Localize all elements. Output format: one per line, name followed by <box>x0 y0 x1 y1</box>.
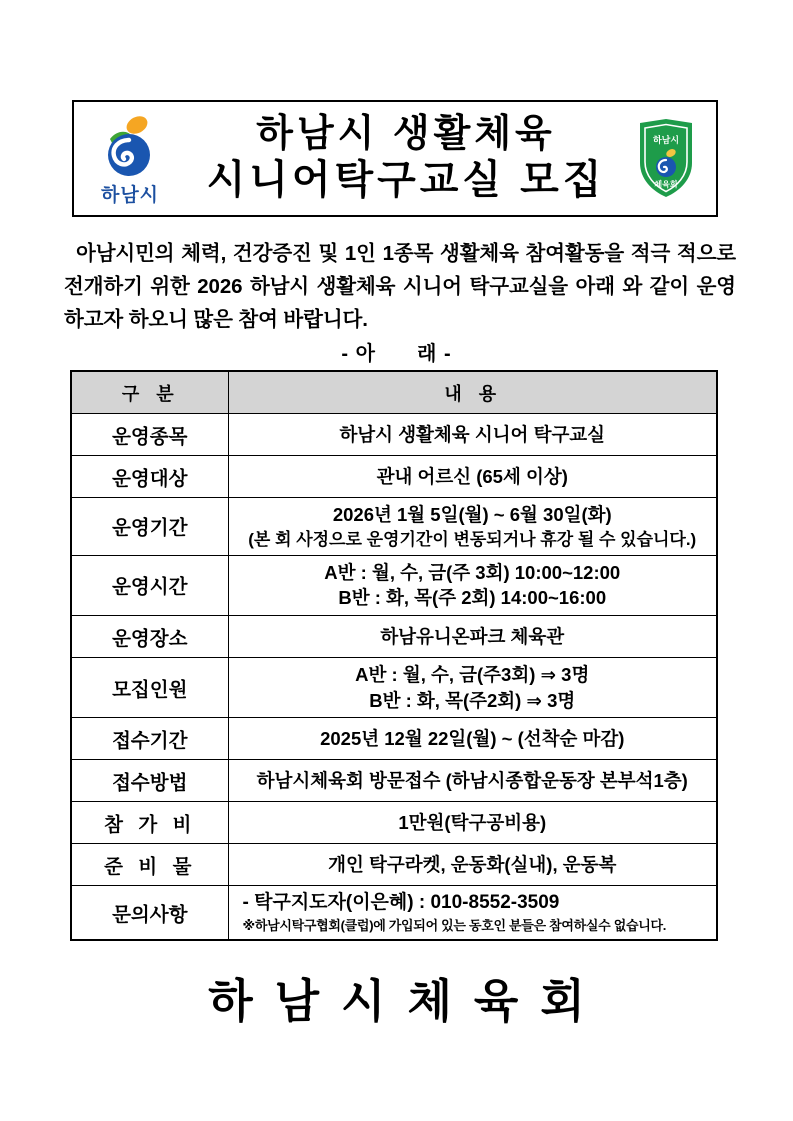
program-info-table <box>70 370 718 941</box>
row-content: 1만원(탁구공비용) <box>228 802 717 844</box>
intro-line-3: 와 같이 운영하고자 하오니 많은 참여 바랍니다. <box>64 275 736 332</box>
table-row <box>71 414 717 456</box>
table-row <box>71 760 717 802</box>
hanam-sports-council-emblem <box>634 117 698 201</box>
table-row <box>71 886 717 941</box>
row-content <box>228 658 717 718</box>
organization-footer: 하남시체육회 <box>208 975 607 1027</box>
table-row <box>71 498 717 556</box>
table-row <box>71 456 717 498</box>
intro-paragraph <box>64 237 736 337</box>
table-row <box>71 616 717 658</box>
table-header-content: 내 용 <box>228 371 717 414</box>
emblem-bottom-label: 체육회 <box>654 179 678 189</box>
row-label: 문의사항 <box>71 886 228 941</box>
row-label: 접수기간 <box>71 718 228 760</box>
table-row <box>71 718 717 760</box>
row-label: 운영장소 <box>71 616 228 658</box>
arae-divider <box>0 337 793 366</box>
row-label: 접수방법 <box>71 760 228 802</box>
row-content-note: (본 회 사정으로 운영기간이 변동되거나 휴강 될 수 있습니다.) <box>248 529 697 549</box>
table-row <box>71 555 717 615</box>
row-label: 운영시간 <box>71 555 228 615</box>
row-content: 개인 탁구라켓, 운동화(실내), 운동복 <box>228 844 717 886</box>
intro-line-1: 아남시민의 체력, 건강증진 및 1인 1종목 생활체육 참여활동을 적극 <box>76 242 671 265</box>
page-title-line2: 시니어탁구교실 모집 <box>206 158 606 203</box>
table-header-row <box>71 371 717 414</box>
row-content <box>228 498 717 556</box>
row-content: 하남시체육회 방문접수 (하남시종합운동장 본부석1층) <box>228 760 717 802</box>
hanam-city-logo-label: 하남시 <box>100 184 160 206</box>
row-label: 운영종목 <box>71 414 228 456</box>
title-banner <box>72 100 718 217</box>
row-content-line: A반 : 월, 수, 금(주 3회) 10:00~12:00 <box>324 561 621 583</box>
row-label: 운영대상 <box>71 456 228 498</box>
row-label: 참 가 비 <box>71 802 228 844</box>
row-label: 운영기간 <box>71 498 228 556</box>
row-label: 모집인원 <box>71 658 228 718</box>
row-label: 준 비 물 <box>71 844 228 886</box>
row-content-line: B반 : 화, 목(주2회) ⇒ 3명 <box>369 689 576 711</box>
arae-right: 래 - <box>417 343 452 365</box>
page-title-line1: 하남시 생활체육 <box>256 113 556 156</box>
row-content <box>228 886 717 941</box>
row-content: 관내 어르신 (65세 이상) <box>228 456 717 498</box>
shield-icon <box>634 117 698 201</box>
table-row <box>71 802 717 844</box>
hanam-city-logo <box>82 109 178 209</box>
eligibility-note: ※하남시탁구협회(클럽)에 가입되어 있는 동호인 분들은 참여하실수 없습니다. <box>242 918 667 934</box>
row-content-line: 2026년 1월 5일(월) ~ 6월 30일(화) <box>332 504 612 525</box>
page-title <box>178 112 634 204</box>
arae-left: - 아 <box>341 343 376 365</box>
table-header-category: 구 분 <box>71 371 228 414</box>
row-content-line: A반 : 월, 수, 금(주3회) ⇒ 3명 <box>355 664 590 685</box>
row-content: 하남시 생활체육 시니어 탁구교실 <box>228 414 717 456</box>
instructor-contact: - 탁구지도자(이은혜) : 010-8552-3509 <box>242 892 560 914</box>
row-content <box>228 555 717 615</box>
row-content: 하남유니온파크 체육관 <box>228 616 717 658</box>
table-row <box>71 844 717 886</box>
row-content: 2025년 12월 22일(월) ~ (선착순 마감) <box>228 718 717 760</box>
intro-line-2: 적으로 전개하기 위한 2026 하남시 생활체육 시니어 탁구교실을 아래 <box>64 242 736 299</box>
hanam-city-logo-mark <box>96 115 162 177</box>
table-row <box>71 658 717 718</box>
row-content-line: B반 : 화, 목(주 2회) 14:00~16:00 <box>338 587 607 609</box>
emblem-top-label: 하남시 <box>652 134 680 145</box>
